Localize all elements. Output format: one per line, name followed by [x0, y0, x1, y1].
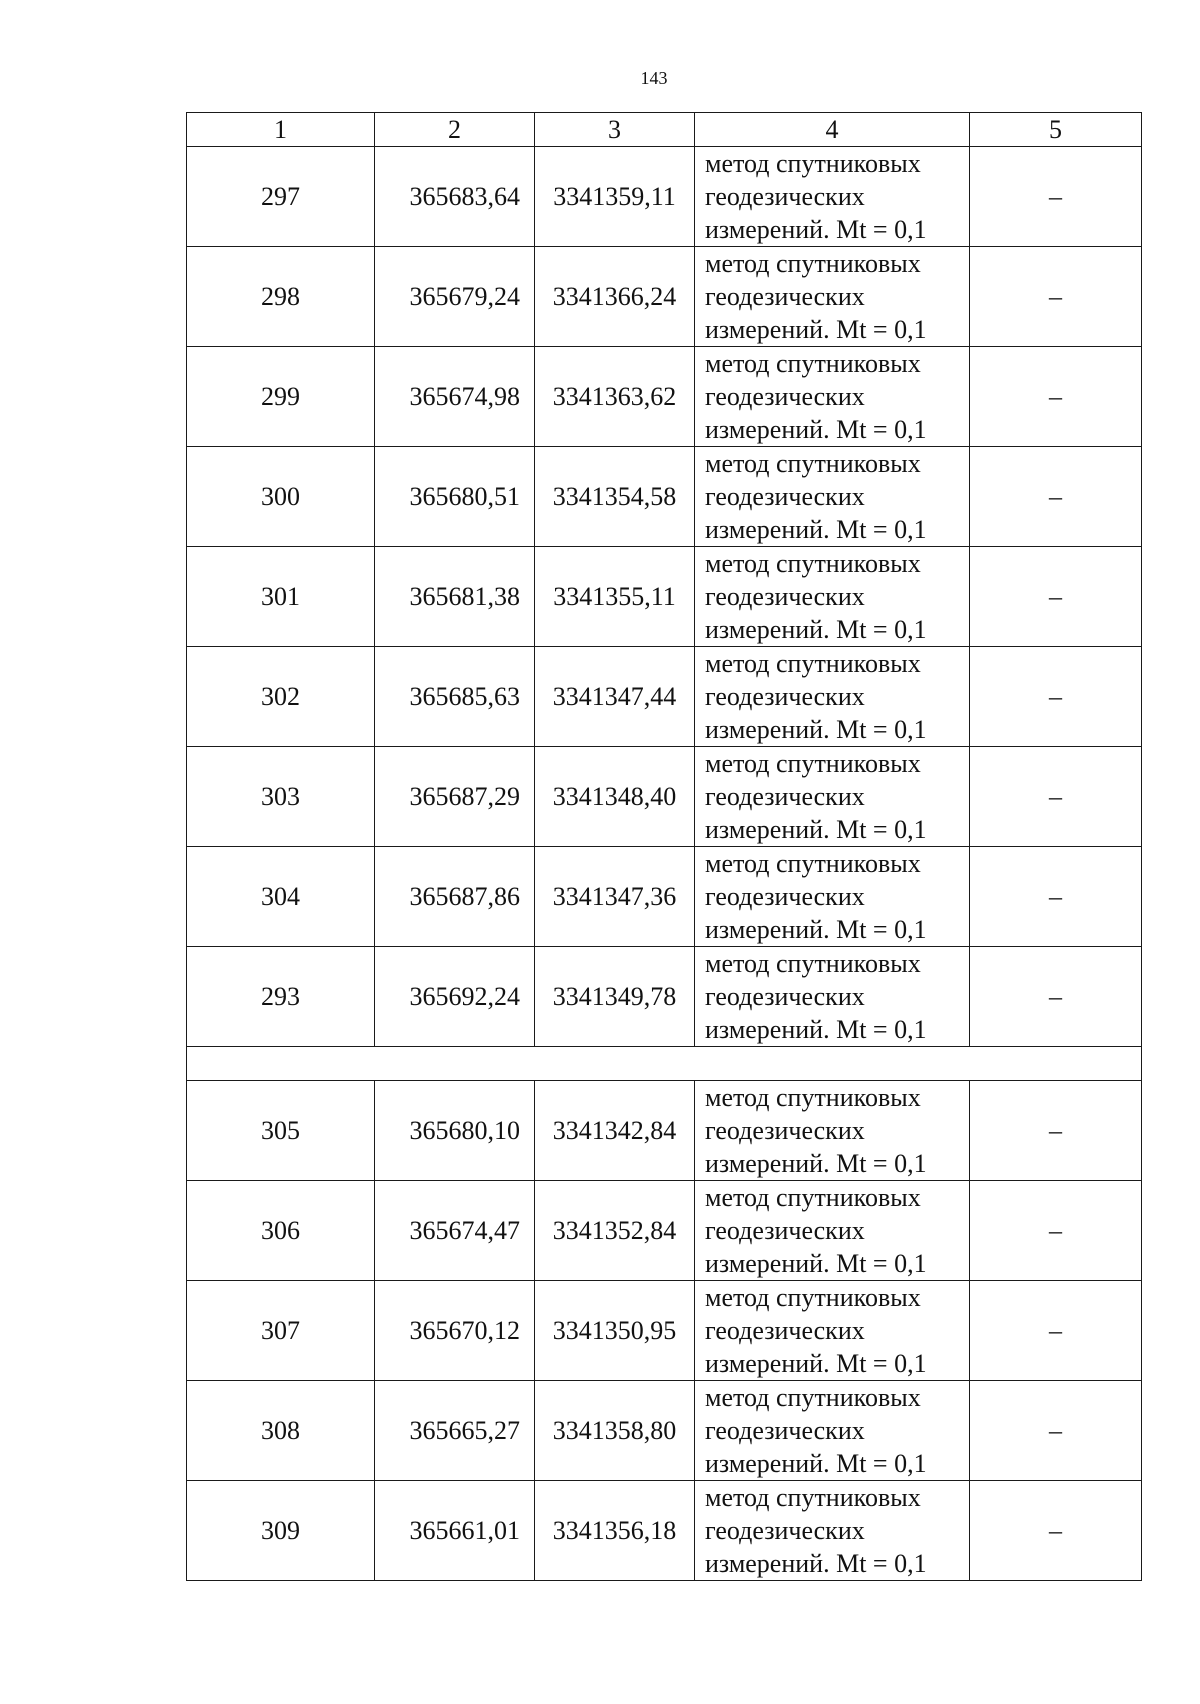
- table-row: [187, 647, 1142, 747]
- y-coordinate: 3341356,18: [535, 1481, 695, 1581]
- method-description: метод спутниковых геодезических измерений. Mt = 0,1: [695, 647, 970, 747]
- table-row: [187, 747, 1142, 847]
- dash-cell: –: [970, 1181, 1142, 1281]
- dash-cell: –: [970, 1381, 1142, 1481]
- x-coordinate: 365661,01: [375, 1481, 535, 1581]
- table-row: [187, 947, 1142, 1047]
- table-row: [187, 447, 1142, 547]
- dash-cell: –: [970, 1281, 1142, 1381]
- dash-cell: –: [970, 247, 1142, 347]
- point-number: 307: [187, 1281, 375, 1381]
- dash-cell: –: [970, 1081, 1142, 1181]
- x-coordinate: 365679,24: [375, 247, 535, 347]
- column-header-3: 3: [535, 113, 695, 147]
- method-description: метод спутниковых геодезических измерений. Mt = 0,1: [695, 847, 970, 947]
- x-coordinate: 365674,98: [375, 347, 535, 447]
- table-row: [187, 147, 1142, 247]
- dash-cell: –: [970, 847, 1142, 947]
- method-description: метод спутниковых геодезических измерений. Mt = 0,1: [695, 1181, 970, 1281]
- x-coordinate: 365687,86: [375, 847, 535, 947]
- point-number: 304: [187, 847, 375, 947]
- point-number: 302: [187, 647, 375, 747]
- separator-cell: [187, 1047, 1142, 1081]
- dash-cell: –: [970, 147, 1142, 247]
- dash-cell: –: [970, 1481, 1142, 1581]
- method-description: метод спутниковых геодезических измерений. Mt = 0,1: [695, 1081, 970, 1181]
- method-description: метод спутниковых геодезических измерений. Mt = 0,1: [695, 1381, 970, 1481]
- y-coordinate: 3341363,62: [535, 347, 695, 447]
- table-row: [187, 1481, 1142, 1581]
- x-coordinate: 365685,63: [375, 647, 535, 747]
- column-header-4: 4: [695, 113, 970, 147]
- method-description: метод спутниковых геодезических измерений. Mt = 0,1: [695, 447, 970, 547]
- method-description: метод спутниковых геодезических измерений. Mt = 0,1: [695, 747, 970, 847]
- column-header-1: 1: [187, 113, 375, 147]
- column-header-5: 5: [970, 113, 1142, 147]
- y-coordinate: 3341366,24: [535, 247, 695, 347]
- dash-cell: –: [970, 647, 1142, 747]
- x-coordinate: 365670,12: [375, 1281, 535, 1381]
- y-coordinate: 3341350,95: [535, 1281, 695, 1381]
- column-header-2: 2: [375, 113, 535, 147]
- x-coordinate: 365680,51: [375, 447, 535, 547]
- x-coordinate: 365680,10: [375, 1081, 535, 1181]
- method-description: метод спутниковых геодезических измерений. Mt = 0,1: [695, 247, 970, 347]
- method-description: метод спутниковых геодезических измерений. Mt = 0,1: [695, 347, 970, 447]
- point-number: 305: [187, 1081, 375, 1181]
- point-number: 293: [187, 947, 375, 1047]
- x-coordinate: 365683,64: [375, 147, 535, 247]
- y-coordinate: 3341347,44: [535, 647, 695, 747]
- x-coordinate: 365692,24: [375, 947, 535, 1047]
- table-row: [187, 847, 1142, 947]
- point-number: 298: [187, 247, 375, 347]
- y-coordinate: 3341359,11: [535, 147, 695, 247]
- separator-row: [187, 1047, 1142, 1081]
- dash-cell: –: [970, 447, 1142, 547]
- table-row: [187, 347, 1142, 447]
- table-row: [187, 1181, 1142, 1281]
- point-number: 306: [187, 1181, 375, 1281]
- method-description: метод спутниковых геодезических измерений. Mt = 0,1: [695, 147, 970, 247]
- method-description: метод спутниковых геодезических измерений. Mt = 0,1: [695, 947, 970, 1047]
- table-row: [187, 1281, 1142, 1381]
- table-row: [187, 1081, 1142, 1181]
- y-coordinate: 3341342,84: [535, 1081, 695, 1181]
- point-number: 300: [187, 447, 375, 547]
- dash-cell: –: [970, 747, 1142, 847]
- y-coordinate: 3341348,40: [535, 747, 695, 847]
- method-description: метод спутниковых геодезических измерений. Mt = 0,1: [695, 1481, 970, 1581]
- method-description: метод спутниковых геодезических измерений. Mt = 0,1: [695, 547, 970, 647]
- coordinates-table: [186, 112, 1142, 1581]
- x-coordinate: 365687,29: [375, 747, 535, 847]
- point-number: 299: [187, 347, 375, 447]
- point-number: 308: [187, 1381, 375, 1481]
- x-coordinate: 365665,27: [375, 1381, 535, 1481]
- point-number: 303: [187, 747, 375, 847]
- table-row: [187, 547, 1142, 647]
- dash-cell: –: [970, 547, 1142, 647]
- page-number: 143: [640, 68, 668, 88]
- y-coordinate: 3341347,36: [535, 847, 695, 947]
- dash-cell: –: [970, 947, 1142, 1047]
- x-coordinate: 365681,38: [375, 547, 535, 647]
- y-coordinate: 3341358,80: [535, 1381, 695, 1481]
- header-row: [187, 113, 1142, 147]
- point-number: 297: [187, 147, 375, 247]
- y-coordinate: 3341355,11: [535, 547, 695, 647]
- x-coordinate: 365674,47: [375, 1181, 535, 1281]
- dash-cell: –: [970, 347, 1142, 447]
- point-number: 301: [187, 547, 375, 647]
- y-coordinate: 3341354,58: [535, 447, 695, 547]
- point-number: 309: [187, 1481, 375, 1581]
- method-description: метод спутниковых геодезических измерений. Mt = 0,1: [695, 1281, 970, 1381]
- y-coordinate: 3341349,78: [535, 947, 695, 1047]
- y-coordinate: 3341352,84: [535, 1181, 695, 1281]
- table-row: [187, 247, 1142, 347]
- table-row: [187, 1381, 1142, 1481]
